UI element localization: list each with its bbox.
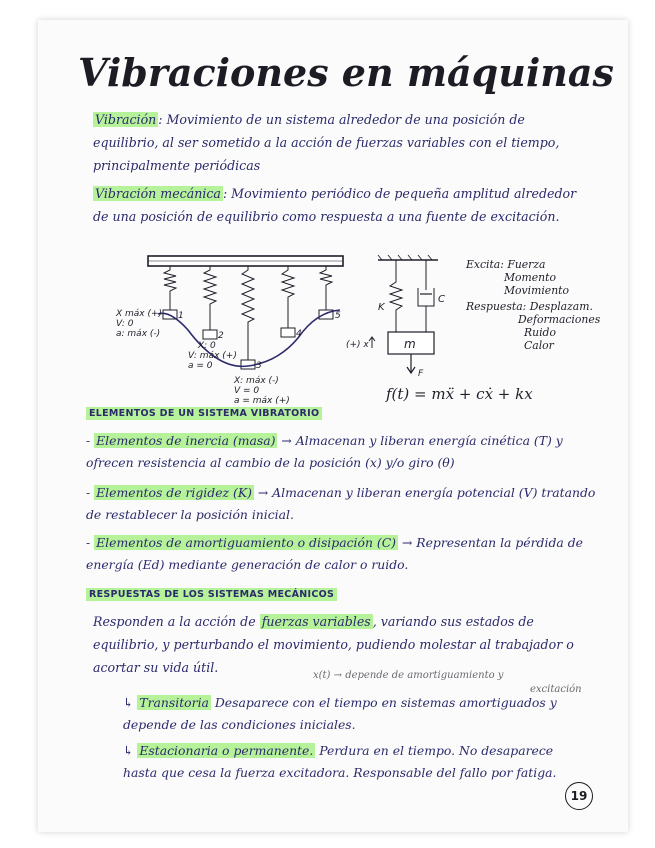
mass-2 (203, 330, 217, 339)
damper-c (418, 260, 434, 332)
transitoria-text: Desaparece con el tiempo en sistemas amortiguados y depende de las condiciones iniciales. (123, 695, 557, 732)
excitation-item-momento: Momento (504, 271, 556, 284)
label-amax-plus: a = máx (+) (234, 396, 290, 406)
k-label: K (378, 302, 385, 313)
label-x0: X: 0 (198, 341, 216, 351)
mark-1: 1 (178, 311, 184, 321)
respuestas-post: , variando sus estados de equilibrio, y perturbando el movimiento, pudiendo molestar al trabajador o acortar su vida útil. (93, 614, 574, 675)
elemento-amortiguamiento-term: Elementos de amortiguamiento o disipación (C) (96, 535, 397, 550)
elemento-rigidez: - Elementos de rigidez (K) → Almacenan y liberan energía potencial (V) tratando de restablecer la posición inicial. (86, 485, 596, 522)
response-item-desplazam: Desplazam. (529, 300, 593, 313)
page-number: 19 (565, 782, 593, 810)
mark-3: 3 (256, 361, 262, 371)
spring-2 (204, 266, 216, 330)
spring-5 (320, 266, 332, 310)
elemento-inercia-term: Elementos de inercia (masa) (96, 433, 276, 448)
label-v0-a: V: 0 (116, 319, 134, 329)
spring-1 (164, 266, 176, 310)
label-xmax-plus: X máx (+) (116, 309, 163, 319)
mass-4 (281, 328, 295, 337)
excitation-response-list (466, 258, 600, 352)
response-label: Respuesta: (466, 300, 527, 313)
mark-4: 4 (296, 329, 302, 339)
vibracion-definition (93, 108, 593, 177)
excitation-label: Excita: (466, 258, 504, 271)
vibracion-mecanica-text: : Movimiento periódico de pequeña amplitud alrededor de una posición de equilibrio como respuesta a una fuente de excitación. (93, 186, 577, 224)
respuesta-transitoria: ↳ Transitoria Desaparece con el tiempo en sistemas amortiguados y depende de las condiciones iniciales. (123, 695, 557, 732)
side-note-xt: x(t) → depende de amortiguamiento y (313, 670, 504, 681)
label-vmax-plus: V: máx (+) (188, 351, 237, 361)
transitoria-term: Transitoria (139, 695, 209, 710)
label-a0: a = 0 (188, 361, 213, 371)
label-v0-b: V = 0 (234, 386, 260, 396)
mark-5: 5 (335, 311, 341, 321)
response-item-calor: Calor (524, 339, 554, 352)
side-note-excitacion: excitación (530, 684, 582, 695)
c-label: C (438, 294, 445, 305)
elementos-heading: ELEMENTOS DE UN SISTEMA VIBRATORIO (86, 407, 322, 420)
mass-spring-damper-diagram (338, 252, 458, 382)
label-amax-minus: a: máx (-) (116, 329, 161, 339)
spring-3 (242, 266, 254, 360)
elemento-inercia-text: → Almacenan y liberan energía cinética (T) y ofrecen resistencia al cambio de la posición (x) y/o giro (θ) (86, 433, 563, 470)
spring-k (390, 260, 402, 332)
page-title: Vibraciones en máquinas (78, 50, 614, 95)
response-item-ruido: Ruido (524, 326, 556, 339)
equation-of-motion: f(t) = mẍ + cẋ + kx (386, 385, 533, 403)
elemento-amortiguamiento-text: → Representan la pérdida de energía (Ed) mediante generación de calor o ruido. (86, 535, 583, 572)
spring-wave-diagram (116, 252, 358, 406)
mass-label: m (404, 337, 416, 351)
elemento-rigidez-text: → Almacenan y liberan energía potencial (V) tratando de restablecer la posición inicial. (86, 485, 596, 522)
vibracion-mecanica-definition (93, 182, 593, 228)
displacement-wave (158, 310, 340, 366)
respuestas-pre: Responden a la acción de (93, 614, 260, 629)
mark-2: 2 (218, 331, 224, 341)
vibracion-text: : Movimiento de un sistema alrededor de una posición de equilibrio, al ser sometido a la acción de fuerzas variables con el tiempo, principalmente periódicas (93, 112, 560, 173)
estacionaria-text: Perdura en el tiempo. No desaparece hasta que cesa la fuerza excitadora. Responsable del fallo por fatiga. (123, 743, 557, 780)
elemento-amortiguamiento: - Elementos de amortiguamiento o disipación (C) → Representan la pérdida de energía (Ed) mediante generación de calor o ruido. (86, 535, 583, 572)
estacionaria-term: Estacionaria o permanente. (139, 743, 314, 758)
elemento-rigidez-term: Elementos de rigidez (K) (96, 485, 252, 500)
label-xmax-minus: X: máx (-) (234, 376, 279, 386)
fuerzas-variables-term: fuerzas variables (261, 614, 371, 629)
excitation-item-movimiento: Movimiento (504, 284, 569, 297)
spring-4 (282, 266, 294, 328)
respuestas-heading: RESPUESTAS DE LOS SISTEMAS MECÁNICOS (86, 588, 337, 601)
excitation-item-fuerza: Fuerza (507, 258, 546, 271)
respuestas-paragraph (93, 610, 593, 679)
force-label: F (418, 369, 424, 379)
notebook-page (38, 20, 628, 832)
vibracion-mecanica-term: Vibración mecánica (95, 186, 221, 201)
x-direction-label: (+) x (346, 340, 369, 350)
respuesta-estacionaria: ↳ Estacionaria o permanente. Perdura en el tiempo. No desaparece hasta que cesa la fuerza excitadora. Responsable del fallo por fatiga. (123, 743, 557, 780)
vibracion-term: Vibración (95, 112, 157, 127)
elemento-inercia: - Elementos de inercia (masa) → Almacenan y liberan energía cinética (T) y ofrecen resistencia al cambio de la posición (x) y/o giro (θ) (86, 433, 563, 470)
response-item-deformaciones: Deformaciones (518, 313, 601, 326)
